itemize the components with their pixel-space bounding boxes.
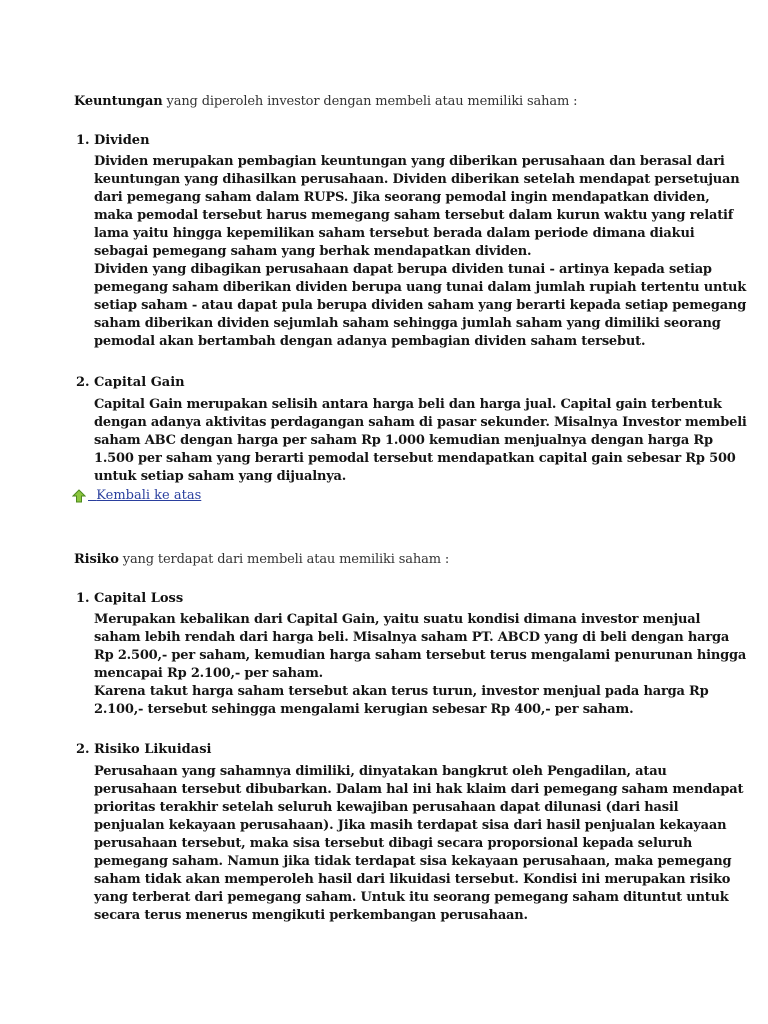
paragraph-line: secara terus menerus mengikuti perkembangan perusahaan. <box>94 908 528 923</box>
item-capital-loss-heading <box>76 590 183 608</box>
paragraph-line: 2.100,- tersebut sehingga mengalami kerugian sebesar Rp 400,- per saham. <box>94 702 634 717</box>
paragraph-line: perusahaan tersebut, maka sisa tersebut dibagi secara proporsional kepada seluruh <box>94 836 693 851</box>
risiko-likuidasi-paragraph <box>94 763 744 925</box>
paragraph-line: saham lebih rendah dari harga beli. Misalnya saham PT. ABCD yang di beli dengan harga <box>94 630 730 645</box>
up-arrow-icon[interactable] <box>72 489 86 503</box>
keuntungan-lead: Keuntungan <box>74 94 163 109</box>
capital-loss-paragraph <box>94 611 747 719</box>
paragraph-line: pemodal akan bertambah dengan adanya pembagian dividen saham tersebut. <box>94 334 646 349</box>
paragraph-line: saham tidak akan memperoleh hasil dari likuidasi tersebut. Kondisi ini merupakan risiko <box>94 872 731 887</box>
capital-gain-paragraph <box>94 396 747 486</box>
paragraph-line: sebagai pemegang saham yang berhak mendapatkan dividen. <box>94 244 532 259</box>
keuntungan-intro <box>74 93 714 111</box>
paragraph-line: 1.500 per saham yang berarti pemodal tersebut mendapatkan capital gain sebesar Rp 500 <box>94 451 736 466</box>
item-number: 2. <box>76 742 90 757</box>
item-title: Capital Gain <box>94 375 185 390</box>
paragraph-line: Dividen yang dibagikan perusahaan dapat berupa dividen tunai - artinya kepada setiap <box>94 262 712 277</box>
item-dividen-heading <box>76 132 150 150</box>
back-to-top-label[interactable]: Kembali ke atas <box>96 488 202 503</box>
paragraph-line: saham diberikan dividen sejumlah saham sehingga jumlah saham yang dimiliki seorang <box>94 316 721 331</box>
paragraph-line: Rp 2.500,- per saham, kemudian harga saham tersebut terus mengalami penurunan hingga <box>94 648 747 663</box>
risiko-intro <box>74 551 714 569</box>
paragraph-line: lama yaitu hingga kepemilikan saham tersebut berada dalam periode dimana diakui <box>94 226 695 241</box>
item-number: 1. <box>76 133 90 148</box>
paragraph-line: mencapai Rp 2.100,- per saham. <box>94 666 324 681</box>
back-to-top[interactable] <box>72 487 201 505</box>
paragraph-line: Dividen merupakan pembagian keuntungan yang diberikan perusahaan dan berasal dari <box>94 154 725 169</box>
paragraph-line: pemegang saham diberikan dividen berupa uang tunai dalam jumlah rupiah tertentu untuk <box>94 280 747 295</box>
paragraph-line: pemegang saham. Namun jika tidak terdapat sisa kekayaan perusahaan, maka pemegang <box>94 854 732 869</box>
paragraph-line: dengan adanya aktivitas perdagangan saham di pasar sekunder. Misalnya Investor membeli <box>94 415 747 430</box>
paragraph-line: untuk setiap saham yang dijualnya. <box>94 469 347 484</box>
item-title: Dividen <box>94 133 150 148</box>
item-capital-gain-heading <box>76 374 185 392</box>
paragraph-line: Karena takut harga saham tersebut akan terus turun, investor menjual pada harga Rp <box>94 684 709 699</box>
paragraph-line: Perusahaan yang sahamnya dimiliki, dinyatakan bangkrut oleh Pengadilan, atau <box>94 764 667 779</box>
item-number: 2. <box>76 375 90 390</box>
dividen-paragraph <box>94 153 747 351</box>
item-risiko-likuidasi-heading <box>76 741 211 759</box>
paragraph-line: saham ABC dengan harga per saham Rp 1.000 kemudian menjualnya dengan harga Rp <box>94 433 713 448</box>
paragraph-line: yang terberat dari pemegang saham. Untuk itu seorang pemegang saham dituntut untuk <box>94 890 729 905</box>
item-title: Capital Loss <box>94 591 184 606</box>
risiko-lead: Risiko <box>74 552 119 567</box>
paragraph-line: Capital Gain merupakan selisih antara harga beli dan harga jual. Capital gain terbentuk <box>94 397 722 412</box>
paragraph-line: perusahaan tersebut dibubarkan. Dalam hal ini hak klaim dari pemegang saham mendapat <box>94 782 744 797</box>
item-title: Risiko Likuidasi <box>94 742 212 757</box>
item-number: 1. <box>76 591 90 606</box>
risiko-intro-text: yang terdapat dari membeli atau memiliki saham : <box>118 552 450 567</box>
paragraph-line: penjualan kekayaan perusahaan). Jika masih terdapat sisa dari hasil penjualan kekayaan <box>94 818 727 833</box>
paragraph-line: setiap saham - atau dapat pula berupa dividen saham yang berarti kepada setiap pemegang <box>94 298 747 313</box>
paragraph-line: maka pemodal tersebut harus memegang saham tersebut dalam kurun waktu yang relatif <box>94 208 734 223</box>
back-to-top-link[interactable] <box>88 487 201 505</box>
paragraph-line: prioritas terakhir setelah seluruh kewajiban perusahaan dapat dilunasi (dari hasil <box>94 800 679 815</box>
paragraph-line: Merupakan kebalikan dari Capital Gain, yaitu suatu kondisi dimana investor menjual <box>94 612 701 627</box>
paragraph-line: keuntungan yang dihasilkan perusahaan. Dividen diberikan setelah mendapat persetujuan <box>94 172 740 187</box>
keuntungan-intro-text: yang diperoleh investor dengan membeli atau memiliki saham : <box>162 94 578 109</box>
paragraph-line: dari pemegang saham dalam RUPS. Jika seorang pemodal ingin mendapatkan dividen, <box>94 190 710 205</box>
